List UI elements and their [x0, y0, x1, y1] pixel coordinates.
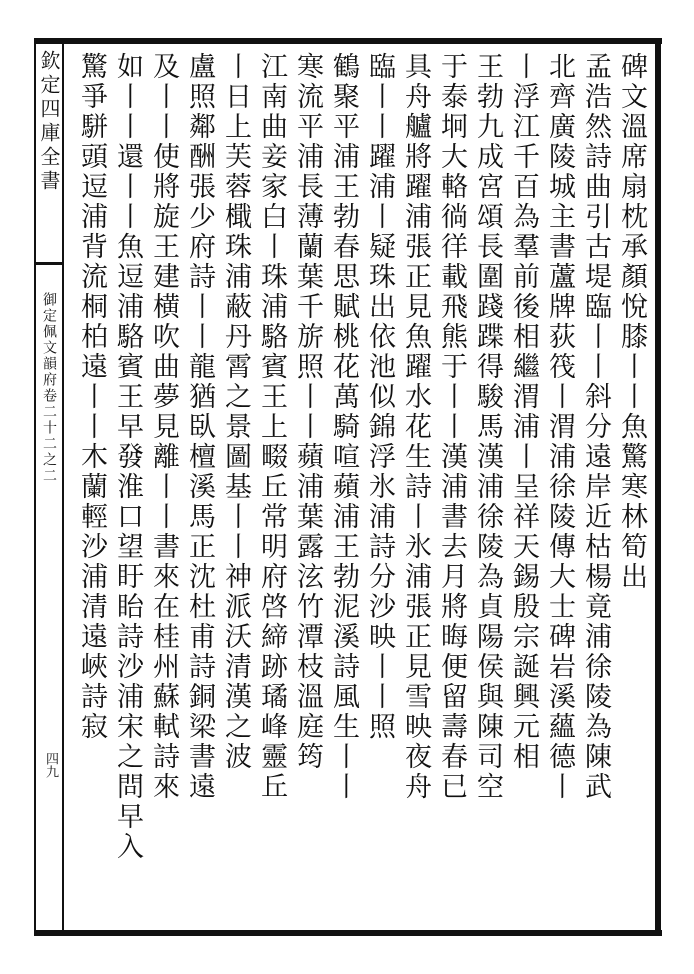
text-column-8: 臨丨丨躍浦丨疑珠出依池似錦浮氷浦詩分沙映丨丨照 — [364, 52, 395, 742]
text-column-1: 碑文溫席扇枕承顏悅膝丨丨魚驚寒林筍出 — [616, 52, 647, 592]
text-column-10: 寒流平浦長薄蘭葉千旂照丨丨蘋浦葉露泫竹潭枝溫庭筠 — [292, 52, 323, 772]
text-column-12: 丨日上芙蓉檝珠浦蔽丹霄之景圖基丨丨神派沃清漢之波 — [220, 52, 251, 772]
text-column-6: 于泰坰大輅徜徉載飛熊于丨丨漢浦書去月將晦便留壽春已 — [436, 52, 467, 802]
margin-volume-label: 御定佩文韻府卷二十二之二 — [41, 292, 57, 484]
text-column-11: 江南曲妾家白丨珠浦駱賓王上畷丘常明府啓締跡璚峰靈丘 — [256, 52, 287, 802]
text-column-16: 驚爭駢頭逗浦背流桐柏遠丨丨木蘭輕沙浦清遠峽詩寂 — [76, 52, 107, 742]
text-column-5: 王勃九成宮頌長圍踐蹀得駿馬漢浦徐陵為貞陽侯與陳司空 — [472, 52, 503, 802]
margin-divider-rule — [62, 44, 64, 930]
text-column-13: 盧照鄰酬張少府詩丨丨龍猶臥檀溪馬正沈杜甫詩銅梁書遠 — [184, 52, 215, 802]
text-column-2: 孟浩然詩曲引古堤臨丨丨斜分遠岸近枯楊竟浦徐陵為陳武 — [580, 52, 611, 802]
bottom-border-rule — [34, 930, 662, 936]
text-column-7: 具舟艫將躍浦張正見魚躍水花生詩丨氷浦張正見雪映夜舟 — [400, 52, 431, 802]
margin-book-title: 欽定四庫全書 — [37, 50, 61, 194]
text-column-14: 及丨丨使將旋王建横吹曲夢見離丨丨書來在桂州蘇軾詩來 — [148, 52, 179, 802]
text-column-15: 如丨丨還丨丨魚逗浦駱賓王早發淮口望盱眙詩沙浦宋之問早入 — [112, 52, 143, 862]
text-column-4: 丨浮江千百為羣前後相繼渭浦丨呈祥天錫殷宗誕興元相 — [508, 52, 539, 772]
top-border-rule — [34, 38, 662, 44]
text-column-3: 北齊廣陵城主書蘆牌荻筏丨渭浦徐陵傳大士碑岩溪蘊德丨 — [544, 52, 575, 802]
fishtail-mark — [36, 262, 64, 265]
text-column-9: 鶴聚平浦王勃春思賦桃花萬騎喧蘋浦王勃泥溪詩風生丨丨 — [328, 52, 359, 802]
margin-page-number: 四九 — [43, 752, 58, 778]
